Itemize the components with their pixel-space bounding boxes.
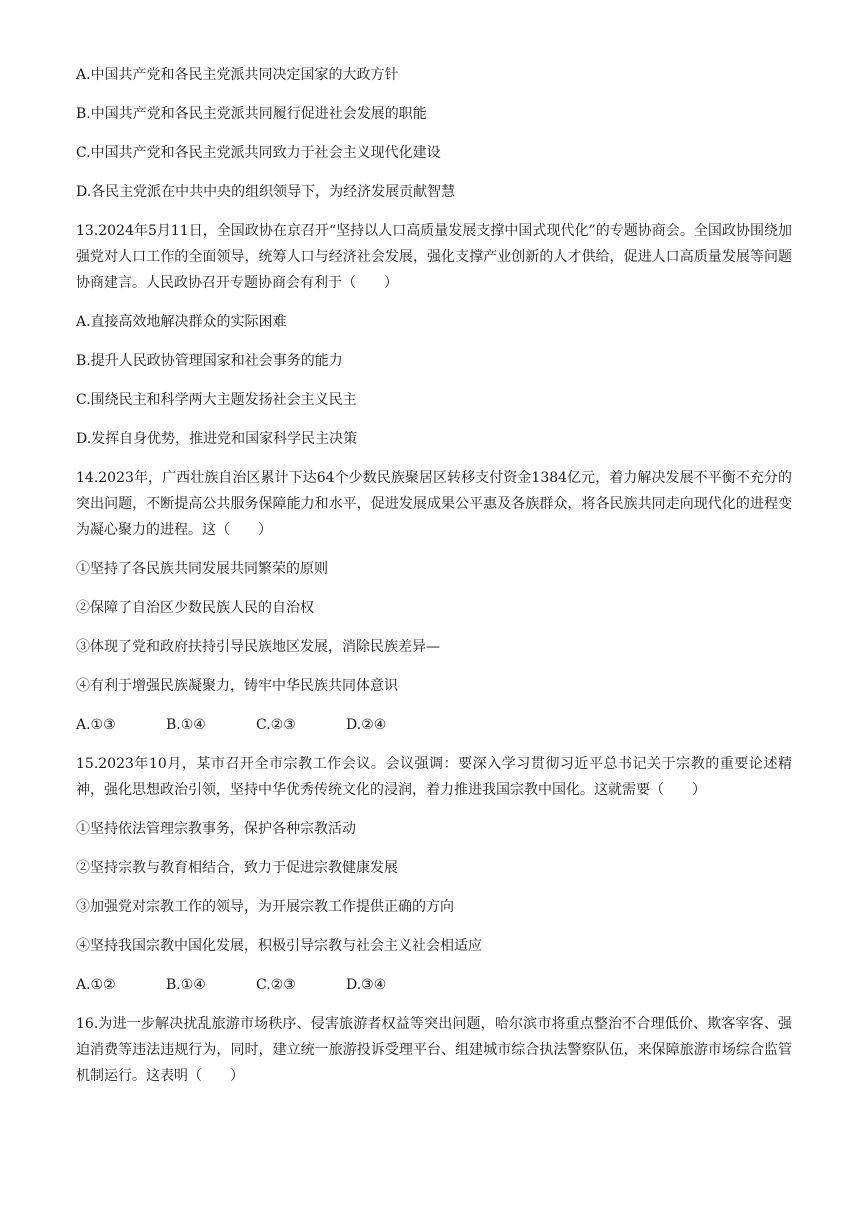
q16-stem: 16.为进一步解决扰乱旅游市场秩序、侵害旅游者权益等突出问题，哈尔滨市将重点整治不合理低价、欺客宰客、强迫消费等违法违规行为，同时，建立统一旅游投诉受理平台、组建城市综合执法警察队伍，来保障旅游市场综合监管机制运行。这表明（ ）: [76, 1016, 792, 1084]
q15-choice-a: A.①②: [76, 977, 116, 993]
exam-page: [76, 62, 792, 1102]
q14-choices: [76, 712, 792, 738]
q15-choices: [76, 972, 792, 998]
q12-option-c: C.中国共产党和各民主党派共同致力于社会主义现代化建设: [76, 145, 441, 161]
q12-option-a: A.中国共产党和各民主党派共同决定国家的大政方针: [76, 67, 399, 83]
q14-stem: 14.2023年，广西壮族自治区累计下达64个少数民族聚居区转移支付资金1384亿元，着力解决发展不平衡不充分的突出问题，不断提高公共服务保障能力和水平，促进发展成果公平惠及各族群众，将各民族共同走向现代化的进程变为凝心聚力的进程。这（ ）: [76, 470, 792, 538]
q14-statement-1: ①坚持了各民族共同发展共同繁荣的原则: [76, 561, 328, 577]
q14-choice-c: C.②③: [256, 717, 296, 733]
question-13: [76, 218, 792, 452]
q12-option-b: B.中国共产党和各民主党派共同履行促进社会发展的职能: [76, 106, 427, 122]
q15-statement-1: ①坚持依法管理宗教事务，保护各种宗教活动: [76, 821, 356, 837]
q13-option-c: C.围绕民主和科学两大主题发扬社会主义民主: [76, 392, 357, 408]
q14-statement-4: ④有利于增强民族凝聚力，铸牢中华民族共同体意识: [76, 678, 398, 694]
q14-statement-2: ②保障了自治区少数民族人民的自治权: [76, 600, 314, 616]
q13-option-d: D.发挥自身优势，推进党和国家科学民主决策: [76, 431, 358, 447]
q12-options: [76, 62, 792, 205]
question-16: [76, 1011, 792, 1089]
q13-option-b: B.提升人民政协管理国家和社会事务的能力: [76, 353, 343, 369]
question-15: [76, 751, 792, 998]
q14-statement-3: ③体现了党和政府扶持引导民族地区发展，消除民族差异—: [76, 639, 440, 655]
q15-statement-4: ④坚持我国宗教中国化发展，积极引导宗教与社会主义社会相适应: [76, 938, 482, 954]
q14-choice-a: A.①③: [76, 717, 116, 733]
q15-choice-c: C.②③: [256, 977, 296, 993]
q14-choice-d: D.②④: [346, 717, 387, 733]
q15-choice-b: B.①④: [166, 977, 206, 993]
q13-stem: 13.2024年5月11日，全国政协在京召开“坚持以人口高质量发展支撑中国式现代化”的专题协商会。全国政协围绕加强党对人口工作的全面领导，统筹人口与经济社会发展，强化支撑产业创新的人才供给，促进人口高质量发展等问题协商建言。人民政协召开专题协商会有利于（ ）: [76, 223, 792, 291]
question-14: [76, 465, 792, 738]
q13-option-a: A.直接高效地解决群众的实际困难: [76, 314, 287, 330]
q15-statement-3: ③加强党对宗教工作的领导，为开展宗教工作提供正确的方向: [76, 899, 454, 915]
q12-option-d: D.各民主党派在中共中央的组织领导下，为经济发展贡献智慧: [76, 184, 456, 200]
q15-stem: 15.2023年10月，某市召开全市宗教工作会议。会议强调：要深入学习贯彻习近平总书记关于宗教的重要论述精神，强化思想政治引领，坚持中华优秀传统文化的浸润，着力推进我国宗教中国化。这就需要（ ）: [76, 756, 792, 798]
q15-choice-d: D.③④: [346, 977, 387, 993]
q15-statement-2: ②坚持宗教与教育相结合，致力于促进宗教健康发展: [76, 860, 398, 876]
q14-choice-b: B.①④: [166, 717, 206, 733]
